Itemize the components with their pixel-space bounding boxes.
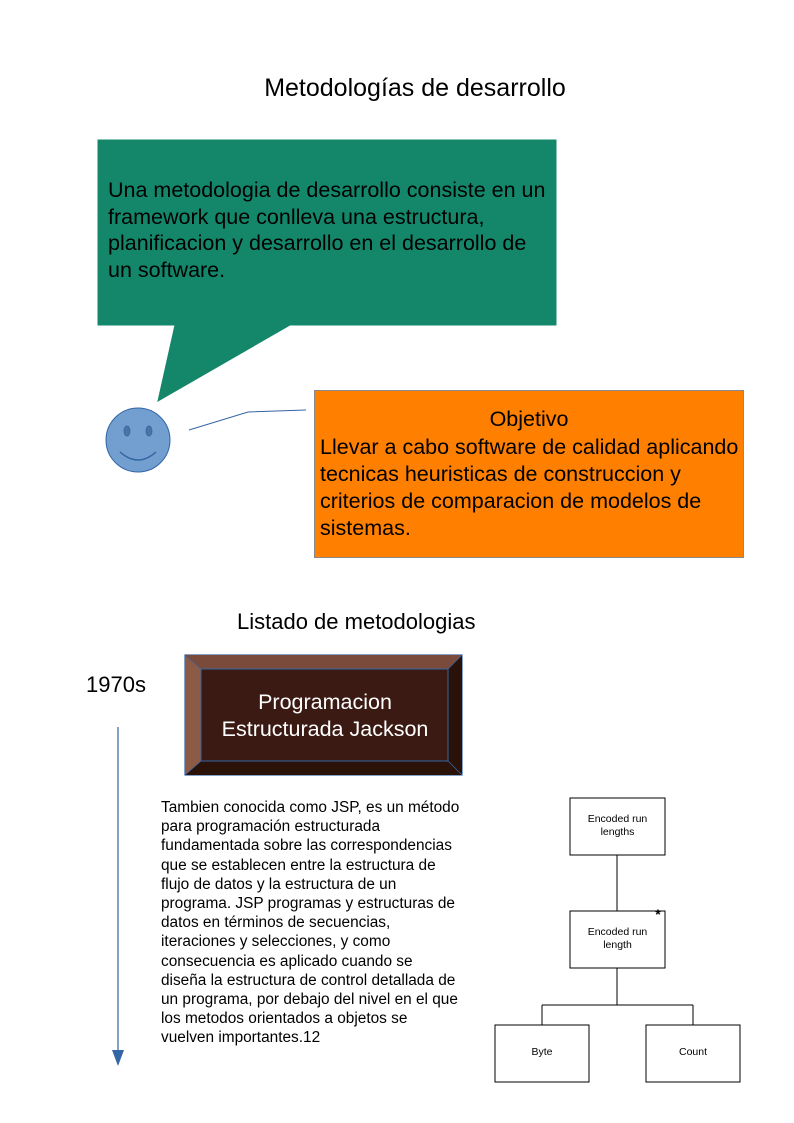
timeline-year: 1970s <box>86 672 146 697</box>
method-name: Programacion Estructurada Jackson <box>221 690 429 741</box>
method-description: Tambien conocida como JSP, es un método para programación estructurada fundamentada sobre las correspondencias que se establecen entre la estructura de flujo de datos y la estructura de un programa. JSP programas y estructuras de datos en términos de secuencias, iteraciones y selecciones, y como consecuencia es aplicado cuando se diseña la estructura de control detallada de un programa, por debajo del nivel en el que los metodos orientados a objetos se vuelven importantes.12 <box>161 799 460 1047</box>
connector-line <box>189 410 306 430</box>
page-title: Metodologías de desarrollo <box>264 74 566 102</box>
diagram-label-root: Encoded run lengths <box>587 813 648 838</box>
diagram-label-byte: Byte <box>531 1046 553 1058</box>
iteration-marker: * <box>655 906 661 922</box>
diagram-label-iteration: Encoded run length <box>587 926 648 951</box>
objective-body: Llevar a cabo software de calidad aplicando tecnicas heuristicas de construccion y criterios de comparacion de modelos de sistemas. <box>320 435 739 540</box>
diagram-label-count: Count <box>678 1046 708 1058</box>
objective-title: Objetivo <box>489 407 569 431</box>
smiley-face-icon <box>106 408 170 472</box>
definition-text: Una metodologia de desarrollo consiste en un framework que conlleva una estructura, planificacion y desarrollo en el desarrollo de un software. <box>108 178 546 282</box>
list-title: Listado de metodologias <box>237 609 476 634</box>
timeline-arrow <box>112 727 124 1066</box>
